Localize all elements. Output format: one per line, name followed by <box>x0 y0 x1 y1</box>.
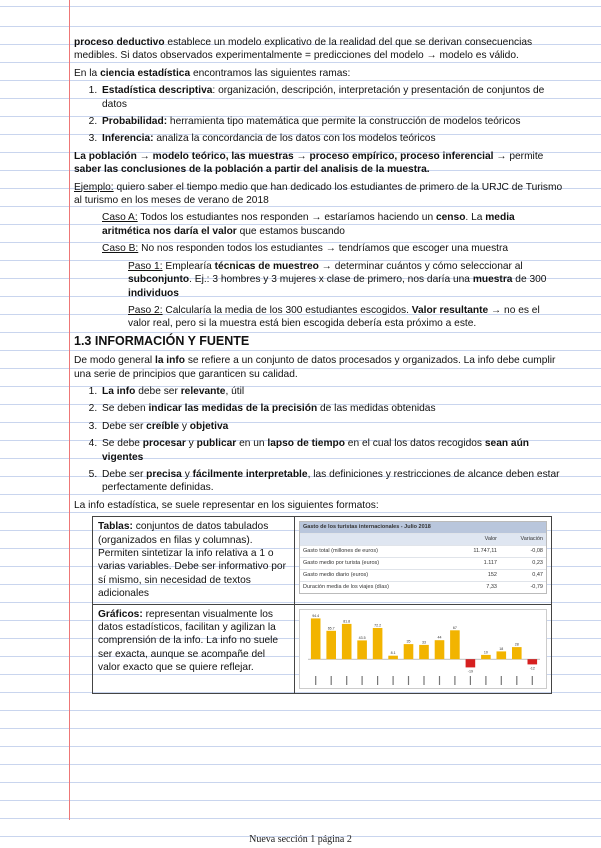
chart-data-label: 44 <box>437 635 442 640</box>
table-cell: 152 <box>487 572 497 579</box>
paragraph-example: Ejemplo: quiero saber el tiempo medio que han dedicado los estudiantes de primero de la URJC de Turismo al turismo en los meses de verano de 2018 <box>74 181 563 207</box>
charts-example-cell <box>295 604 552 693</box>
chart-tick-label <box>346 676 347 685</box>
page-content <box>74 36 564 694</box>
table-cell: 1.117 <box>483 560 497 567</box>
chart-bar <box>373 628 383 659</box>
chart-data-label: -19 <box>467 669 474 674</box>
branches-list <box>74 84 564 146</box>
chart-data-label: 43.5 <box>358 635 366 640</box>
chart-tick-label <box>516 676 517 685</box>
table-row <box>300 557 546 569</box>
table-row <box>300 569 546 581</box>
chart-tick-label <box>331 676 332 685</box>
chart-bar <box>450 630 460 659</box>
paragraph-step-2: Paso 2: Calcularía la media de los 300 estudiantes escogidos. Valor resultante → no es el valor real, pero si la muestra está bien escogida debería esta próximo a este. <box>128 304 540 330</box>
tables-example-cell <box>295 517 552 604</box>
paragraph-branches-intro: En la ciencia estadística encontramos las siguientes ramas: <box>74 67 351 79</box>
paragraph-formats-intro: La info estadística, se suele representar en los siguientes formatos: <box>74 499 379 511</box>
chart-tick-label <box>377 676 378 685</box>
table-cell: -0,79 <box>530 584 543 591</box>
chart-tick-label <box>532 676 533 685</box>
example-data-table <box>299 521 547 594</box>
table-cell: 11.747,11 <box>473 548 497 555</box>
chart-tick-label <box>439 676 440 685</box>
chart-bar <box>388 655 398 659</box>
chart-bar <box>497 651 507 659</box>
chart-bar <box>326 630 336 658</box>
chart-tick-label <box>470 676 471 685</box>
chart-data-label: -12 <box>529 666 535 671</box>
table-cell: 0,47 <box>532 572 543 579</box>
chart-data-label: 81.8 <box>343 619 351 624</box>
chart-bar <box>419 645 429 659</box>
table-row <box>300 545 546 557</box>
chart-tick-label <box>362 676 363 685</box>
table-row <box>300 581 546 593</box>
page-footer: Nueva sección 1 página 2 <box>249 834 352 845</box>
column-header: Variación <box>520 536 543 543</box>
chart-data-label: 33 <box>422 640 426 645</box>
chart-tick-label <box>393 676 394 685</box>
chart-tick-label <box>485 676 486 685</box>
chart-bar <box>528 659 538 664</box>
table-cell: 7,33 <box>486 584 497 591</box>
table-cell: Gasto total (millones de euros) <box>303 548 378 555</box>
table-row <box>300 533 546 545</box>
section-title: 1.3 INFORMACIÓN Y FUENTE <box>74 333 250 348</box>
list-item: 2. Se deben indicar las medidas de la precisión de las medidas obtenidas <box>100 402 564 415</box>
chart-bar <box>466 659 476 667</box>
charts-description: Gráficos: representan visualmente los datos estadísticos, facilitan y agilizan la comprensión de la info. La info no suele ser exacta, aunque se acompañe del valor exacto que se quiere reflejar. <box>93 604 295 693</box>
chart-data-label: 35 <box>406 639 411 644</box>
chart-bar <box>404 644 414 659</box>
chart-data-label: 94.4 <box>312 613 320 618</box>
chart-data-label: 8.1 <box>390 650 396 655</box>
chart-data-label: 72.2 <box>374 623 382 628</box>
chart-tick-label <box>423 676 424 685</box>
table-cell: Gasto medio por turista (euros) <box>303 560 380 567</box>
list-item: 5. Debe ser precisa y fácilmente interpretable, las definiciones y restricciones de alcance deben estar perfectamente definidas. <box>100 468 564 495</box>
chart-data-label: 65.7 <box>327 625 335 630</box>
list-item: 1. Estadística descriptiva: organización, descripción, interpretación y presentación de conjuntos de datos <box>100 84 564 111</box>
paragraph-population: La población → modelo teórico, las muestras → proceso empírico, proceso inferencial → permite saber las conclusiones de la población a partir del analisis de la muestra. <box>74 150 544 176</box>
paragraph-step-1: Paso 1: Emplearía técnicas de muestreo → determinar cuántos y cómo seleccionar al subconjunto. Ej.: 3 hombres y 3 mujeres x clase de primero, nos daría una muestra de 300 individuos <box>128 260 547 299</box>
chart-bar <box>512 647 522 659</box>
table-cell: Duración media de los viajes (días) <box>303 584 389 591</box>
table-cell: -0,08 <box>530 548 543 555</box>
paragraph-case-a: Caso A: Todos los estudiantes nos responden → estaríamos haciendo un censo. La media aritmética nos daría el valor que estamos buscando <box>102 212 515 237</box>
list-item: 1. La info debe ser relevante, útil <box>100 385 564 398</box>
list-item: 3. Inferencia: analiza la concordancia de los datos con los modelos teóricos <box>100 132 564 145</box>
formats-table <box>92 516 552 693</box>
chart-data-label: 67 <box>452 625 457 630</box>
list-item: 3. Debe ser creíble y objetiva <box>100 420 564 433</box>
chart-tick-label <box>454 676 455 685</box>
list-item: 2. Probabilidad: herramienta tipo matemática que permite la construcción de modelos teóricos <box>100 115 564 128</box>
table-row <box>93 517 552 604</box>
chart-tick-label <box>408 676 409 685</box>
column-header: Valor <box>484 536 497 543</box>
paragraph-case-b: Caso B: No nos responden todos los estudiantes → tendríamos que escoger una muestra <box>102 243 509 255</box>
chart-data-label: 18 <box>499 646 504 651</box>
table-cell: 0,23 <box>532 560 543 567</box>
paragraph-info: De modo general la info se refiere a un conjunto de datos procesados y organizados. La info debe cumplir una serie de principios que garanticen su calidad. <box>74 355 556 380</box>
chart-bar <box>311 618 321 659</box>
example-bar-chart <box>299 609 547 689</box>
list-item: 4. Se debe procesar y publicar en un lapso de tiempo en el cual los datos recogidos sean aún vigentes <box>100 437 564 464</box>
tables-description: Tablas: conjuntos de datos tabulados (organizados en filas y columnas). Permiten sintetizar la info relativa a 1 o varias variables. Debe ser informativo por sí mismo, sin necesidad de textos adicionales <box>93 517 295 604</box>
chart-bar <box>357 640 367 659</box>
chart-bar <box>481 655 491 659</box>
chart-data-label: 10 <box>483 650 488 655</box>
paragraph-deductive: proceso deductivo establece un modelo explicativo de la realidad del que se derivan consecuencias medibles. Si datos observados experimentalmente = predicciones del modelo → modelo es válido. <box>74 37 533 62</box>
example-table-title: Gasto de los turistas internacionales - Julio 2018 <box>300 522 546 533</box>
chart-bar <box>435 640 445 659</box>
table-cell: Gasto medio diario (euros) <box>303 572 369 579</box>
chart-tick-label <box>315 676 316 685</box>
table-row <box>93 604 552 693</box>
chart-tick-label <box>501 676 502 685</box>
chart-data-label: 28 <box>514 642 519 647</box>
column-header <box>300 534 452 545</box>
chart-bar <box>342 624 352 659</box>
principles-list <box>74 385 564 495</box>
margin-line <box>69 0 70 820</box>
